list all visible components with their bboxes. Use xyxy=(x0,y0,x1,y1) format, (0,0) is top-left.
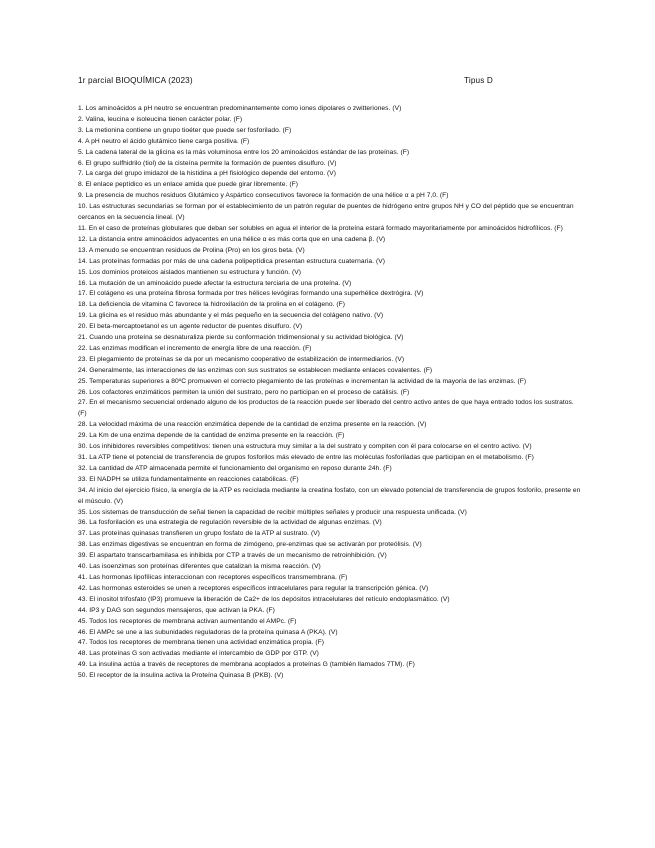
question-item: 45. Todos los receptores de membrana activan aumentando el AMPc. (F) xyxy=(78,617,297,625)
exam-type: Tipus D xyxy=(464,76,493,85)
question-item: 31. La ATP tiene el potencial de transferencia de grupos fosforilos más elevado de entre las moléculas fosforiladas que participan en el metabolismo. (F) xyxy=(78,454,534,461)
question-item: 39. El aspartato transcarbamilasa es inhibida por CTP a través de un mecanismo de retroinhibición. (V) xyxy=(78,552,387,560)
question-item: 24. Generalmente, las interacciones de las enzimas con sus sustratos se establecen mediante enlaces covalentes. (F) xyxy=(78,366,433,374)
exam-title: 1r parcial BIOQUÍMICA (2023) xyxy=(78,76,193,85)
question-item: 23. El plegamiento de proteínas se da por un mecanismo cooperativo de estabilización de intermediarios. (V) xyxy=(78,355,405,363)
question-item: 37. Las proteínas quinasas transfieren un grupo fosfato de la ATP al sustrato. (V) xyxy=(78,530,320,538)
question-item: 10. Las estructuras secundarias se forman por el establecimiento de un patrón regular de puentes de hidrógeno entre grupos NH y CO del péptido que se encuentran cercanos en la secuencia lineal. (V) xyxy=(78,203,574,222)
question-item: 47. Todos los receptores de membrana tienen una actividad enzimática propia. (F) xyxy=(78,639,325,647)
question-item: 34. Al inicio del ejercicio físico, la energía de la ATP es reciclada mediante la creatina fosfato, con un elevado potencial de transferencia de grupos fosforilo, presente en el músculo. (V) xyxy=(78,486,581,505)
question-item: 1. Los aminoácidos a pH neutro se encuentran predominantemente como iones dipolares o zwitteriones. (V) xyxy=(78,105,402,112)
question-item: 42. Las hormonas esteroides se unen a receptores específicos intracelulares para regular la transcripción génica. (V) xyxy=(78,584,429,592)
question-item: 7. La carga del grupo imidazol de la histidina a pH fisiológico depende del entorno. (V) xyxy=(78,170,337,178)
question-item: 28. La velocidad máxima de una reacción enzimática depende de la cantidad de enzima presente en la reacción. (V) xyxy=(78,421,427,429)
question-item: 6. El grupo sulfhidrilo (tiol) de la cisteína permite la formación de puentes disulfuro. (V) xyxy=(78,159,337,167)
question-item: 33. El NADPH se utiliza fundamentalmente en reacciones catabólicas. (F) xyxy=(78,475,299,483)
question-item: 5. La cadena lateral de la glicina es la más voluminosa entre los 20 aminoácidos estándar de las proteínas. (F) xyxy=(78,148,410,156)
question-item: 50. El receptor de la insulina activa la Proteína Quinasa B (PKB). (V) xyxy=(78,672,284,680)
question-item: 43. El inositol trifosfato (IP3) promueve la liberación de Ca2+ de los depósitos intracelulares del retículo endoplasmático. (V) xyxy=(78,595,450,603)
question-item: 29. La Km de una enzima depende de la cantidad de enzima presente en la reacción. (F) xyxy=(78,432,345,440)
question-list xyxy=(78,104,583,682)
question-item: 2. Valina, leucina e isoleucina tienen carácter polar. (F) xyxy=(78,115,243,123)
question-item: 41. Las hormonas lipofílicas interaccionan con receptores específicos transmembrana. (F) xyxy=(78,573,348,581)
question-item: 13. A menudo se encuentran residuos de Prolina (Pro) en los giros beta. (V) xyxy=(78,246,305,254)
question-item: 16. La mutación de un aminoácido puede afectar la estructura terciaria de una proteína. (V) xyxy=(78,279,352,287)
question-item: 40. Las isoenzimas son proteínas diferentes que catalizan la misma reacción. (V) xyxy=(78,563,321,571)
question-item: 18. La deficiencia de vitamina C favorece la hidroxilación de la prolina en el colágeno. (F) xyxy=(78,301,346,309)
question-item: 11. En el caso de proteínas globulares que deban ser solubles en agua el interior de la proteína estará formado mayoritariamente por aminoácidos hidrofílicos. (F) xyxy=(78,224,563,232)
question-item: 17. El colágeno es una proteína fibrosa formada por tres hélices levógiras formando una superhélice dextrógira. (V) xyxy=(78,290,424,298)
question-item: 4. A pH neutro el ácido glutámico tiene carga positiva. (F) xyxy=(78,137,250,145)
question-item: 44. IP3 y DAG son segundos mensajeros, que activan la PKA. (F) xyxy=(78,606,275,614)
question-item: 15. Los dominios proteicos aislados mantienen su estructura y función. (V) xyxy=(78,268,301,276)
question-item: 19. La glicina es el residuo más abundante y el más pequeño en la secuencia del colágeno nativo. (V) xyxy=(78,312,384,320)
question-item: 26. Los cofactores enzimáticos permiten la unión del sustrato, pero no participan en el proceso de catálisis. (F) xyxy=(78,388,410,396)
question-item: 46. El AMPc se une a las subunidades reguladoras de la proteína quinasa A (PKA). (V) xyxy=(78,628,338,636)
question-item: 27. En el mecanismo secuencial ordenado alguno de los productos de la reacción puede ser liberado del centro activo antes de que haya entrado todos los sustratos. (F) xyxy=(78,399,574,418)
question-item: 12. La distancia entre aminoácidos adyacentes en una hélice α es más corta que en una cadena β. (V) xyxy=(78,235,386,243)
question-item: 21. Cuando una proteína se desnaturaliza pierde su conformación tridimensional y su actividad biológica. (V) xyxy=(78,334,404,342)
question-item: 3. La metionina contiene un grupo tioéter que puede ser fosforilado. (F) xyxy=(78,126,292,134)
question-item: 20. El beta-mercaptoetanol es un agente reductor de puentes disulfuro. (V) xyxy=(78,323,303,331)
question-item: 22. Las enzimas modifican el incremento de energía libre de una reacción. (F) xyxy=(78,344,312,352)
exam-header xyxy=(78,76,578,90)
question-item: 38. Las enzimas digestivas se encuentran en forma de zimógeno, pre-enzimas que se activarán por proteólisis. (V) xyxy=(78,541,422,549)
question-item: 9. La presencia de muchos residuos Glutámico y Aspártico consecutivos favorece la formación de una hélice α a pH 7,0. (F) xyxy=(78,192,449,200)
question-item: 8. El enlace peptídico es un enlace amida que puede girar libremente. (F) xyxy=(78,181,298,189)
question-item: 35. Los sistemas de transducción de señal tienen la capacidad de recibir múltiples señales y producir una respuesta unificada. (V) xyxy=(78,508,467,516)
question-item: 36. La fosforilación es una estrategia de regulación reversible de la actividad de algunas enzimas. (V) xyxy=(78,519,382,527)
question-item: 25. Temperaturas superiores a 80ºC promueven el correcto plegamiento de las proteínas e incrementan la actividad de la mayoría de las enzimas. (F) xyxy=(78,377,527,385)
question-item: 14. Las proteínas formadas por más de una cadena polipeptídica presentan estructura cuaternaria. (V) xyxy=(78,257,385,265)
question-item: 49. La insulina actúa a través de receptores de membrana acoplados a proteínas G (también llamados 7TM). (F) xyxy=(78,661,415,669)
question-item: 48. Las proteínas G son activadas mediante el intercambio de GDP por GTP. (V) xyxy=(78,650,319,658)
question-item: 32. La cantidad de ATP almacenada permite el funcionamiento del organismo en reposo durante 24h. (F) xyxy=(78,464,392,472)
question-item: 30. Los inhibidores reversibles competitivos: tienen una estructura muy similar a la del sustrato y compiten con él para colocarse en el centro activo. (V) xyxy=(78,443,532,451)
